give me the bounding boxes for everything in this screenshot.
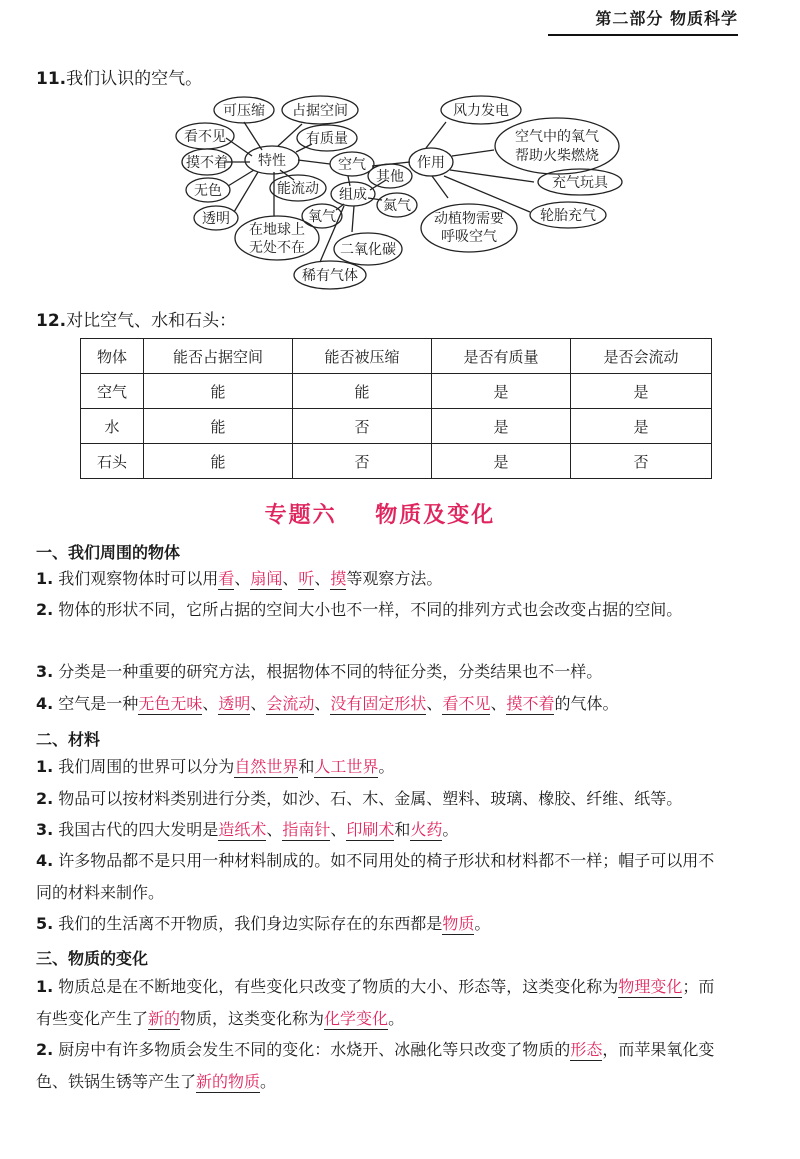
mm-label-kanbujian: 看不见 — [184, 129, 226, 145]
item-number: 3. — [36, 662, 54, 681]
table-row — [81, 444, 712, 479]
answer: 形态 — [570, 1040, 603, 1059]
item-text: 。 — [442, 820, 459, 839]
item-number: 2. — [36, 1040, 54, 1059]
section-2-title: 二、材料 — [36, 730, 101, 749]
mm-label-texing: 特性 — [258, 153, 286, 169]
q11-title: 我们认识的空气。 — [66, 69, 203, 89]
item-text: 物体的形状不同，它所占据的空间大小也不一样，不同的排列方式也会改变占据的空间。 — [53, 600, 683, 619]
s2-item-2 — [36, 783, 728, 815]
table-cell: 石头 — [81, 444, 144, 479]
item-number: 1. — [36, 569, 54, 588]
mm-label-touming: 透明 — [202, 211, 230, 227]
answer: 物质 — [442, 914, 475, 933]
mm-label-chongqi-wanju: 充气玩具 — [552, 175, 608, 191]
table-header-cell: 能否占据空间 — [144, 339, 293, 374]
item-text: ，而苹果氧化变色、铁锅生锈等产生了 — [36, 1040, 715, 1091]
item-text: 、 — [426, 694, 443, 713]
item-text: 我国古代的四大发明是 — [53, 820, 219, 839]
item-text: 我们观察物体时可以用 — [53, 569, 219, 588]
answer: 看不见 — [442, 694, 491, 713]
table-cell: 能 — [144, 374, 293, 409]
mm-label-luntai: 轮胎充气 — [540, 208, 596, 224]
answer: 听 — [298, 569, 315, 588]
s2-item-1 — [36, 751, 728, 783]
item-text: 许多物品都不是只用一种材料制成的。如不同用处的椅子形状和材料都不一样；帽子可以用不同的材料来制作。 — [36, 851, 715, 902]
answer: 化学变化 — [324, 1009, 389, 1028]
answer: 印刷术 — [346, 820, 395, 839]
s2-item-3 — [36, 814, 728, 846]
item-text: 物质总是在不断地变化，有些变化只改变了物质的大小、形态等，这类变化称为 — [53, 977, 619, 996]
item-text: 、 — [330, 820, 347, 839]
item-text: 、 — [234, 569, 251, 588]
item-number: 4. — [36, 851, 54, 870]
mm-label-huxi-2: 呼吸空气 — [441, 229, 497, 245]
section-1-title: 一、我们周围的物体 — [36, 543, 181, 562]
s1-item-4 — [36, 688, 728, 720]
table-header-cell: 物体 — [81, 339, 144, 374]
item-text: 、 — [490, 694, 507, 713]
s3-item-1 — [36, 971, 728, 1035]
item-text: 和 — [298, 757, 315, 776]
mm-label-mobuzhao: 摸不着 — [186, 155, 228, 171]
item-number: 3. — [36, 820, 54, 839]
mm-label-danqi: 氮气 — [383, 198, 411, 214]
item-number: 1. — [36, 757, 54, 776]
item-text: ；而有些变化产生了 — [36, 977, 715, 1028]
item-text: 。 — [260, 1072, 277, 1091]
item-text: 。 — [474, 914, 491, 933]
table-header-cell: 是否有质量 — [432, 339, 571, 374]
mm-label-yangqi: 氧气 — [308, 209, 336, 225]
answer: 透明 — [218, 694, 251, 713]
s1-item-3 — [36, 656, 728, 688]
table-header-row — [81, 339, 712, 374]
answer: 造纸术 — [218, 820, 267, 839]
mm-label-zucheng: 组成 — [339, 187, 367, 203]
table-cell: 是 — [432, 409, 571, 444]
q12-heading — [36, 306, 236, 331]
item-text: 、 — [282, 569, 299, 588]
item-number: 1. — [36, 977, 54, 996]
item-text: 。 — [388, 1009, 405, 1028]
q12-title: 对比空气、水和石头： — [66, 311, 237, 331]
answer: 摸 — [330, 569, 347, 588]
table-cell: 是 — [571, 374, 712, 409]
item-text: 、 — [202, 694, 219, 713]
item-text: 空气是一种 — [53, 694, 139, 713]
mm-label-zaidiqiu-1: 在地球上 — [249, 222, 305, 238]
item-number: 2. — [36, 789, 54, 808]
bubble-shape — [495, 118, 619, 174]
air-mindmap — [0, 0, 800, 310]
table-cell: 是 — [571, 409, 712, 444]
mm-label-kuyasuo: 可压缩 — [223, 103, 265, 119]
answer: 无色无味 — [138, 694, 203, 713]
item-text: 物质，这类变化称为 — [180, 1009, 325, 1028]
mm-label-center-air: 空气 — [338, 157, 366, 173]
mm-label-zuoyong: 作用 — [417, 155, 445, 171]
mm-label-zaidiqiu-2: 无处不在 — [249, 240, 305, 256]
item-number: 4. — [36, 694, 54, 713]
mm-label-neng-liudong: 能流动 — [277, 181, 319, 197]
table-cell: 否 — [293, 409, 432, 444]
mm-label-fengli: 风力发电 — [453, 103, 509, 119]
answer: 新的物质 — [196, 1072, 261, 1091]
item-number: 5. — [36, 914, 54, 933]
mm-label-zhanju: 占据空间 — [292, 103, 348, 119]
item-text: 的气体。 — [554, 694, 619, 713]
answer: 摸不着 — [506, 694, 555, 713]
table-cell: 空气 — [81, 374, 144, 409]
page-header: 第二部分 物质科学 — [595, 9, 738, 28]
s2-item-4 — [36, 845, 728, 909]
item-text: 我们的生活离不开物质，我们身边实际存在的东西都是 — [53, 914, 443, 933]
table-cell: 能 — [144, 444, 293, 479]
item-text: 。 — [378, 757, 395, 776]
answer: 看 — [218, 569, 235, 588]
answer: 自然世界 — [234, 757, 299, 776]
table-row — [81, 409, 712, 444]
answer: 人工世界 — [314, 757, 379, 776]
mm-label-yangqi-zhuran-1: 空气中的氧气 — [515, 129, 599, 145]
answer: 物理变化 — [618, 977, 683, 996]
table-cell: 是 — [432, 444, 571, 479]
mm-label-youzhiliang: 有质量 — [306, 131, 348, 147]
s1-item-2 — [36, 594, 728, 626]
item-text: 、 — [266, 820, 283, 839]
item-text: 和 — [394, 820, 411, 839]
answer: 新的 — [148, 1009, 181, 1028]
answer: 没有固定形状 — [330, 694, 427, 713]
answer: 会流动 — [266, 694, 315, 713]
mm-label-wuse: 无色 — [194, 183, 222, 199]
s1-item-1 — [36, 563, 728, 595]
mindmap-bubbles — [176, 96, 622, 289]
table-cell: 否 — [293, 444, 432, 479]
item-text: 物品可以按材料类别进行分类，如沙、石、木、金属、塑料、玻璃、橡胶、纤维、纸等。 — [53, 789, 683, 808]
table-cell: 是 — [432, 374, 571, 409]
item-number: 2. — [36, 600, 54, 619]
item-text: 、 — [314, 569, 331, 588]
item-text: 、 — [314, 694, 331, 713]
table-cell: 水 — [81, 409, 144, 444]
table-row — [81, 374, 712, 409]
section-3-title: 三、物质的变化 — [36, 949, 149, 968]
table-header-cell: 能否被压缩 — [293, 339, 432, 374]
q12-number: 12. — [36, 311, 67, 331]
item-text: 等观察方法。 — [346, 569, 443, 588]
answer: 火药 — [410, 820, 443, 839]
table-cell: 能 — [293, 374, 432, 409]
comparison-table — [80, 338, 712, 479]
mm-label-qita: 其他 — [376, 169, 404, 185]
table-cell: 能 — [144, 409, 293, 444]
s3-item-2 — [36, 1034, 728, 1098]
s2-item-5 — [36, 908, 728, 940]
table-cell: 否 — [571, 444, 712, 479]
topic-title: 专题六 物质及变化 — [264, 503, 496, 528]
q11-number: 11. — [36, 69, 67, 89]
mm-label-xiyouqiti: 稀有气体 — [302, 268, 358, 284]
item-text: 厨房中有许多物质会发生不同的变化：水烧开、冰融化等只改变了物质的 — [53, 1040, 571, 1059]
item-text: 我们周围的世界可以分为 — [53, 757, 235, 776]
item-text: 分类是一种重要的研究方法，根据物体不同的特征分类，分类结果也不一样。 — [53, 662, 603, 681]
table-header-cell: 是否会流动 — [571, 339, 712, 374]
mm-label-eryanghuatan: 二氧化碳 — [340, 242, 396, 258]
mm-label-yangqi-zhuran-2: 帮助火柴燃烧 — [515, 148, 599, 164]
item-text: 、 — [250, 694, 267, 713]
answer: 指南针 — [282, 820, 331, 839]
answer: 扇闻 — [250, 569, 283, 588]
mm-label-huxi-1: 动植物需要 — [434, 211, 504, 227]
